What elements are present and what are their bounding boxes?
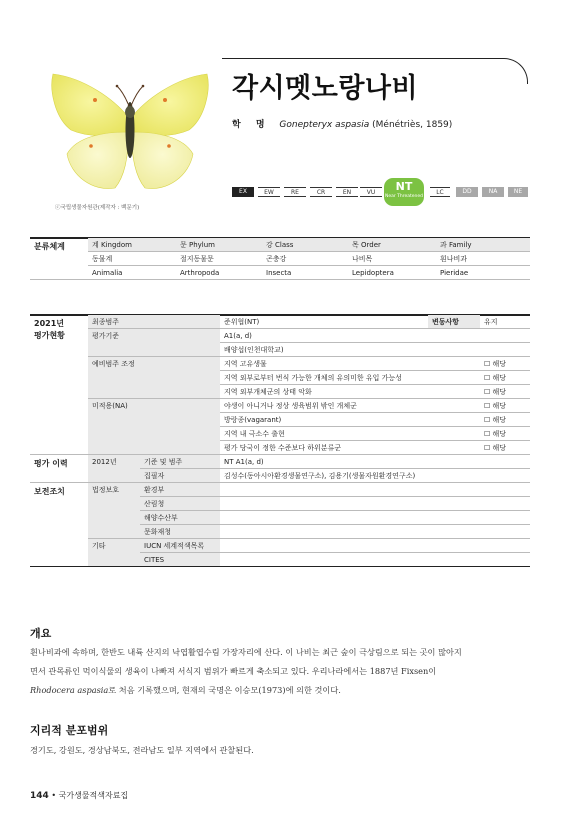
adjust-item: 지역 고유생물 (220, 357, 480, 371)
legal-item: 환경부 (140, 483, 220, 497)
overview-heading: 개요 (30, 627, 52, 640)
iucn-cat-ex: EX (232, 187, 254, 197)
phylum-en: Arthropoda (176, 266, 262, 280)
iucn-cat-lc: LC (430, 187, 450, 197)
iucn-cat-vu: VU (360, 187, 382, 197)
legal-item: 문화재청 (140, 525, 220, 539)
na-checkbox[interactable]: ☐ 해당 (480, 399, 530, 413)
class-en: Insecta (262, 266, 348, 280)
distribution-text: 경기도, 강원도, 경상남북도, 전라남도 일부 지역에서 관찰된다. (30, 745, 254, 755)
other-item: IUCN 세계적색목록 (140, 539, 220, 553)
na-checkbox[interactable]: ☐ 해당 (480, 413, 530, 427)
iucn-cat-ne: NE (508, 187, 528, 197)
overview-line (30, 681, 530, 700)
overview-line-rest: 로 처음 기록했으며, 현재의 국명은 이승모(1973)에 의한 것이다. (108, 685, 341, 695)
scientific-name: Gonepteryx aspasia (279, 120, 370, 130)
page-number: 144 (30, 791, 49, 801)
na-checkbox[interactable]: ☐ 해당 (480, 427, 530, 441)
na-item: 지역 내 극소수 출현 (220, 427, 480, 441)
adjust-item: 지역 외부로부터 번식 가능한 개체의 유의미한 유입 가능성 (220, 371, 480, 385)
assessor-value: 배양섭(인천대학교) (220, 343, 530, 357)
legal-item: 산림청 (140, 497, 220, 511)
na-label: 미적용(NA) (88, 399, 220, 455)
iucn-cat-cr: CR (310, 187, 332, 197)
iucn-category-scale (232, 176, 528, 208)
scientific-name-label: 학 명 (232, 120, 271, 130)
assessment-table (30, 315, 530, 567)
history-criteria-value: NT A1(a, d) (220, 455, 530, 469)
history-author-value: 김성수(동아시아환경생물연구소), 김용기(생물자원환경연구소) (220, 469, 530, 483)
family-ko: 흰나비과 (436, 252, 530, 266)
legal-item: 해양수산부 (140, 511, 220, 525)
iucn-cat-en: EN (336, 187, 358, 197)
kingdom-en: Animalia (88, 266, 176, 280)
iucn-cat-ew: EW (258, 187, 280, 197)
order-ko: 나비목 (348, 252, 436, 266)
rank-family: 과 Family (436, 238, 530, 252)
adjust-checkbox[interactable]: ☐ 해당 (480, 357, 530, 371)
iucn-cat-nt-selected (384, 178, 424, 206)
final-category-label: 최종범주 (88, 315, 220, 329)
butterfly-photo (45, 70, 215, 200)
rank-order: 목 Order (348, 238, 436, 252)
overview-italic-name: Rhodocera aspasia (30, 685, 109, 695)
criteria-label: 평가기준 (88, 329, 220, 357)
overview-text (30, 643, 530, 700)
iucn-cat-dd: DD (456, 187, 478, 197)
iucn-cat-na: NA (482, 187, 504, 197)
history-author-label: 집필자 (140, 469, 220, 483)
other-item: CITES (140, 553, 220, 567)
page-footer (30, 790, 128, 801)
legal-item-value (220, 511, 530, 525)
overview-line: 면서 관목류인 먹이식물의 생육이 나빠져 서식지 범위가 빠르게 축소되고 있다. 우리나라에서는 1887년 Fixsen이 (30, 666, 437, 676)
phylum-ko: 절지동물문 (176, 252, 262, 266)
criteria-value: A1(a, d) (220, 329, 530, 343)
photo-credit: ⓒ국립생물자원관(제작자 : 백문기) (55, 205, 140, 211)
order-en: Lepidoptera (348, 266, 436, 280)
assessment-section-label: 2021년 평가현황 (30, 315, 88, 455)
final-category-value: 준위협(NT) (220, 315, 428, 329)
history-year: 2012년 (88, 455, 140, 483)
distribution-heading: 지리적 분포범위 (30, 724, 109, 737)
iucn-selected-code: NT (395, 180, 413, 193)
na-item: 평가 당국이 정한 수준보다 하위분류군 (220, 441, 480, 455)
iucn-cat-re: RE (284, 187, 306, 197)
taxonomy-table (30, 238, 530, 280)
protection-section-label: 보전조치 (30, 483, 88, 567)
legal-protection-label: 법정보호 (88, 483, 140, 539)
rank-kingdom: 계 Kingdom (88, 238, 176, 252)
adjust-checkbox[interactable]: ☐ 해당 (480, 371, 530, 385)
na-item: 야생이 아니거나 정상 생육범위 밖인 개체군 (220, 399, 480, 413)
rank-phylum: 문 Phylum (176, 238, 262, 252)
taxonomy-section-label: 분류체계 (30, 238, 88, 280)
class-ko: 곤충강 (262, 252, 348, 266)
kingdom-ko: 동물계 (88, 252, 176, 266)
iucn-selected-sub: Near Threatened (384, 194, 424, 199)
legal-item-value (220, 483, 530, 497)
history-section-label: 평가 이력 (30, 455, 88, 483)
adjust-checkbox[interactable]: ☐ 해당 (480, 385, 530, 399)
overview-line: 흰나비과에 속하며, 한반도 내륙 산지의 낙엽활엽수림 가장자리에 산다. 이 나비는 최근 숲이 극상림으로 되는 곳이 많아지 (30, 647, 462, 657)
scientific-name-row (232, 117, 452, 130)
legal-item-value (220, 497, 530, 511)
family-en: Pieridae (436, 266, 530, 280)
rank-class: 강 Class (262, 238, 348, 252)
footer-bullet-icon: • (51, 791, 59, 800)
scientific-author: (Ménétriès, 1859) (372, 120, 453, 130)
page-title: 각시멧노랑나비 (232, 73, 419, 104)
adjust-label: 예비범주 조정 (88, 357, 220, 399)
change-label: 변동사항 (428, 315, 480, 329)
other-item-value (220, 539, 530, 553)
na-checkbox[interactable]: ☐ 해당 (480, 441, 530, 455)
history-criteria-label: 기준 및 범주 (140, 455, 220, 469)
legal-item-value (220, 525, 530, 539)
adjust-item: 지역 외부개체군의 상태 악화 (220, 385, 480, 399)
other-protection-label: 기타 (88, 539, 140, 567)
change-value: 유지 (480, 315, 530, 329)
book-title: 국가생물적색자료집 (58, 791, 129, 800)
na-item: 방랑종(vagarant) (220, 413, 480, 427)
other-item-value (220, 553, 530, 567)
